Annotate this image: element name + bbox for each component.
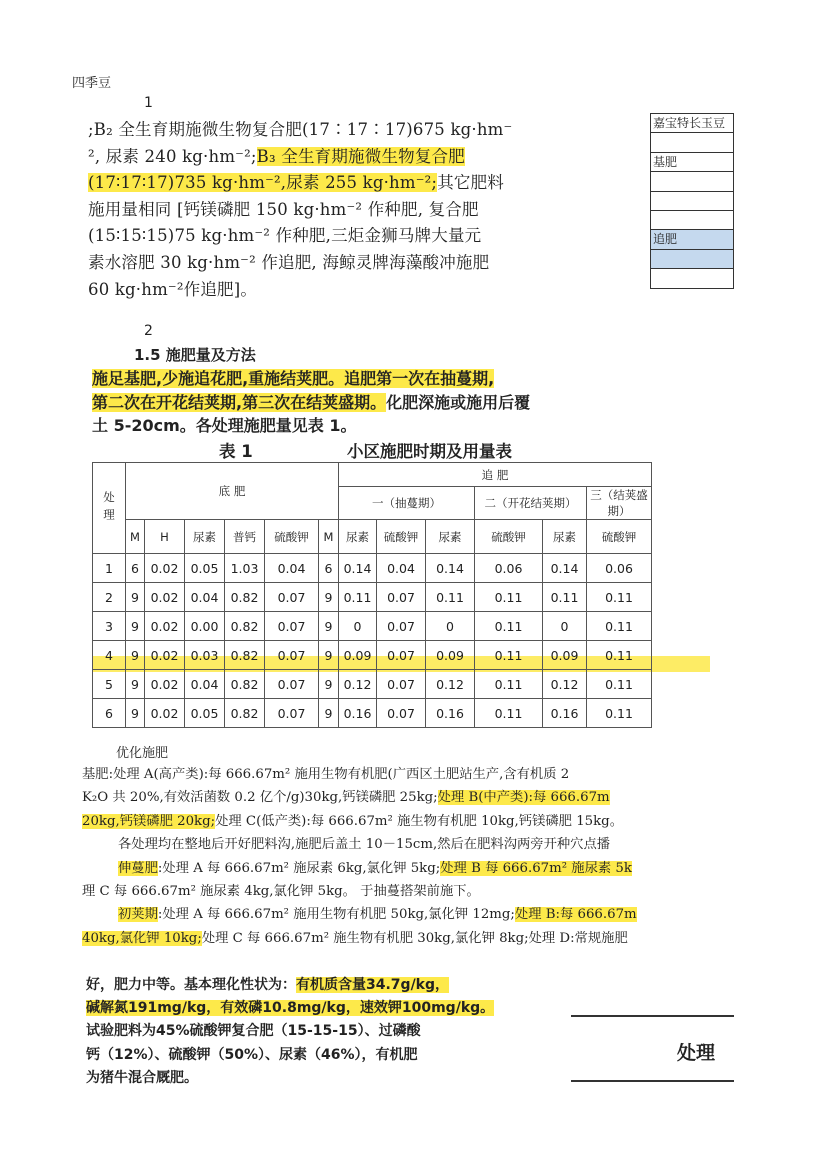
table-cell: 0.02	[145, 583, 185, 612]
para-line: 60 kg·hm⁻²作追肥]。	[88, 279, 258, 299]
para-line: 素水溶肥 30 kg·hm⁻² 作追肥, 海鲸灵牌海藻酸冲施肥	[88, 252, 490, 272]
table-cell: 9	[319, 583, 339, 612]
para-line: ;B₂ 全生育期施微生物复合肥(17∶17∶17)675 kg·hm⁻	[88, 120, 513, 139]
highlighted-text: 有机质含量34.7g/kg，	[296, 977, 450, 993]
table-cell: 0.09	[543, 641, 587, 670]
opt-line: 各处理均在整地后开好肥料沟,施肥后盖土 10－15cm,然后在肥料沟两旁开种穴点播	[118, 837, 611, 853]
section-line: 土 5-20cm。各处理施肥量见表 1。	[92, 416, 357, 435]
table-cell: 0.04	[185, 583, 225, 612]
section-line	[92, 391, 702, 415]
opt-line: 基肥:处理 A(高产类):每 666.67m² 施用生物有机肥(广西区土肥站生产,含有机质 2	[82, 767, 570, 782]
column-header: 硫酸钾	[377, 520, 426, 554]
column-header: H	[145, 520, 185, 554]
grid-cell[interactable]	[650, 133, 734, 152]
grid-cell[interactable]: 追肥	[650, 230, 734, 249]
section-body	[92, 367, 702, 438]
table-cell: 0	[543, 612, 587, 641]
table-row	[93, 670, 652, 699]
column-header: 尿素	[339, 520, 377, 554]
table-cell: 0.07	[377, 670, 426, 699]
table-cell: 0.82	[225, 612, 265, 641]
bot-line: 为猪牛混合厩肥。	[86, 1069, 198, 1086]
table-cell: 0.03	[185, 641, 225, 670]
table-cell: 9	[319, 641, 339, 670]
table-row	[93, 699, 652, 728]
para-text: ², 尿素 240 kg·hm⁻²;	[88, 146, 257, 166]
header-stage-2: 二（开花结荚期）	[475, 487, 587, 520]
grid-cell[interactable]	[650, 250, 734, 269]
side-spreadsheet-fragment	[650, 113, 734, 289]
table-cell: 0.07	[265, 612, 319, 641]
table-row	[93, 554, 652, 583]
header-stage-3: 三（结荚盛期）	[587, 487, 652, 520]
highlighted-text: (17∶17∶17)735 kg·hm⁻²,尿素 255 kg·hm⁻²;	[88, 173, 438, 193]
opt-line	[82, 857, 734, 880]
grid-cell[interactable]	[650, 269, 734, 288]
highlighted-text: 处理 B 每 666.67m² 施尿素 5k	[440, 860, 632, 876]
table-cell: 0.11	[587, 670, 652, 699]
table-cell: 5	[93, 670, 126, 699]
table-cell: 1.03	[225, 554, 265, 583]
header-top-dressing: 追 肥	[339, 463, 652, 487]
table-cell: 0.14	[339, 554, 377, 583]
table-cell: 0.07	[377, 641, 426, 670]
table-cell: 0.04	[185, 670, 225, 699]
opt-line	[82, 786, 734, 809]
table-top-rule	[571, 1015, 734, 1017]
table-row	[93, 612, 652, 641]
table-cell: 0.14	[543, 554, 587, 583]
table-cell: 9	[319, 612, 339, 641]
section-line	[92, 367, 702, 391]
opt-text: :处理 A 每 666.67m² 施用生物有机肥 50kg,氯化钾 12mg;	[157, 907, 515, 923]
table-cell: 0.05	[185, 554, 225, 583]
table-cell: 0.82	[225, 670, 265, 699]
table-cell: 0.07	[265, 699, 319, 728]
section-text: 化肥深施或施用后覆	[386, 392, 531, 412]
section-heading: 1.5 施肥量及方法	[134, 346, 256, 364]
fragment-marker-2: 2	[144, 323, 153, 339]
fertilizer-treatment-paragraph	[88, 117, 608, 303]
para-line	[88, 144, 608, 171]
table-body	[93, 554, 652, 728]
highlighted-text: 施足基肥,少施追花肥,重施结荚肥。追肥第一次在抽蔓期,	[92, 369, 495, 388]
grid-cell[interactable]: 嘉宝特长玉豆	[650, 113, 734, 133]
table-cell: 0.11	[475, 699, 543, 728]
column-header: M	[126, 520, 145, 554]
table-cell: 0.07	[377, 612, 426, 641]
para-text: 其它肥料	[437, 173, 504, 193]
table-cell: 9	[126, 670, 145, 699]
optimized-heading: 优化施肥	[116, 746, 169, 761]
table-cell: 0.11	[587, 583, 652, 612]
grid-cell[interactable]: 基肥	[650, 153, 734, 172]
para-line: 施用量相同 [钙镁磷肥 150 kg·hm⁻² 作种肥, 复合肥	[88, 199, 479, 219]
table-cell: 1	[93, 554, 126, 583]
column-header: 硫酸钾	[475, 520, 543, 554]
table-cell: 0.11	[587, 699, 652, 728]
table-cell: 0.11	[587, 641, 652, 670]
column-header: 硫酸钾	[265, 520, 319, 554]
column-header: 尿素	[543, 520, 587, 554]
opt-text: 处理 C 每 666.67m² 施生物有机肥 30kg,氯化钾 8kg;处理 D:常规施肥	[201, 930, 628, 946]
table-cell: 9	[126, 612, 145, 641]
table-cell: 3	[93, 612, 126, 641]
table-cell: 0.16	[543, 699, 587, 728]
header-treatment: 处理	[93, 463, 126, 554]
grid-cell[interactable]	[650, 172, 734, 191]
treatment-header: 处理	[677, 1042, 716, 1064]
table-cell: 0.12	[339, 670, 377, 699]
table-cell: 0.02	[145, 699, 185, 728]
table-cell: 4	[93, 641, 126, 670]
table-cell: 0.11	[475, 612, 543, 641]
table-cell: 0.11	[543, 583, 587, 612]
column-header: 硫酸钾	[587, 520, 652, 554]
table-cell: 0.11	[475, 670, 543, 699]
table-cell: 0.11	[475, 583, 543, 612]
highlighted-text: 碱解氮191mg/kg，有效磷10.8mg/kg，速效钾100mg/kg。	[86, 1000, 495, 1017]
table-cell: 0.11	[426, 583, 475, 612]
fragment-marker-1: 1	[144, 95, 153, 111]
table-cell: 0.04	[377, 554, 426, 583]
table-cell: 0.07	[377, 583, 426, 612]
table-cell: 0.06	[475, 554, 543, 583]
table-cell: 9	[126, 699, 145, 728]
table-caption-title: 小区施肥时期及用量表	[347, 442, 512, 461]
table-cell: 0.07	[265, 641, 319, 670]
table-cell: 9	[126, 583, 145, 612]
para-line: (15∶15∶15)75 kg·hm⁻² 作种肥,三炬金狮马牌大量元	[88, 226, 482, 246]
opt-line	[82, 810, 734, 833]
table-cell: 2	[93, 583, 126, 612]
header-base-fertilizer: 底 肥	[126, 463, 339, 520]
highlighted-text: 处理 B:每 666.67m	[514, 907, 637, 923]
grid-cell[interactable]	[650, 211, 734, 230]
highlighted-text: 第二次在开花结荚期,第三次在结荚盛期。	[92, 392, 387, 412]
table-bottom-rule	[571, 1080, 734, 1082]
table-cell: 0	[339, 612, 377, 641]
table-cell: 0.07	[265, 583, 319, 612]
table-cell: 0.07	[377, 699, 426, 728]
table-cell: 0.82	[225, 583, 265, 612]
para-line	[88, 170, 608, 197]
table-cell: 0.11	[339, 583, 377, 612]
table-cell: 0.11	[475, 641, 543, 670]
table-cell: 0.06	[587, 554, 652, 583]
opt-line	[82, 927, 734, 950]
table-cell: 0.12	[543, 670, 587, 699]
table-cell: 0.11	[587, 612, 652, 641]
fertilization-table	[92, 462, 652, 728]
highlighted-text: 处理 B(中产类):每 666.67m	[437, 790, 610, 806]
bot-line	[86, 997, 536, 1020]
table-cell: 0.04	[265, 554, 319, 583]
table-row	[93, 641, 652, 670]
highlighted-text: 伸蔓肥	[118, 860, 158, 876]
table-cell: 0.14	[426, 554, 475, 583]
table-cell: 0	[426, 612, 475, 641]
table-cell: 9	[319, 699, 339, 728]
table-cell: 9	[319, 670, 339, 699]
table-cell: 0.16	[339, 699, 377, 728]
table-cell: 6	[126, 554, 145, 583]
table-cell: 0.12	[426, 670, 475, 699]
table-cell: 0.02	[145, 612, 185, 641]
table-cell: 0.16	[426, 699, 475, 728]
opt-text: K₂O 共 20%,有效活菌数 0.2 亿个/g)30kg,钙镁磷肥 25kg;	[82, 790, 438, 806]
column-header: 尿素	[185, 520, 225, 554]
table-cell: 0.09	[426, 641, 475, 670]
highlighted-text: 20kg,钙镁磷肥 20kg;	[82, 813, 216, 829]
bot-line: 试验肥料为45%硫酸钾复合肥（15-15-15）、过磷酸	[86, 1023, 421, 1040]
table-cell: 0.02	[145, 641, 185, 670]
column-header: M	[319, 520, 339, 554]
grid-cell[interactable]	[650, 192, 734, 211]
document-title: 四季豆	[72, 76, 112, 91]
table-cell: 0.82	[225, 699, 265, 728]
table-cell: 6	[319, 554, 339, 583]
bot-line: 钙（12%）、硫酸钾（50%）、尿素（46%），有机肥	[86, 1046, 418, 1063]
table-cell: 0.02	[145, 670, 185, 699]
highlighted-text: 初荚期	[118, 907, 158, 923]
opt-text: :处理 A 每 666.67m² 施尿素 6kg,氯化钾 5kg;	[157, 860, 441, 876]
opt-line: 理 C 每 666.67m² 施尿素 4kg,氯化钾 5kg。 于抽蔓搭架前施下。	[82, 883, 480, 899]
soil-properties-paragraph	[86, 974, 536, 1090]
table-cell: 0.05	[185, 699, 225, 728]
table-cell: 9	[126, 641, 145, 670]
table-cell: 0.07	[265, 670, 319, 699]
table-cell: 0.09	[339, 641, 377, 670]
opt-line	[82, 903, 734, 926]
optimized-body	[82, 763, 734, 950]
opt-text: 处理 C(低产类):每 666.67m² 施生物有机肥 10kg,钙镁磷肥 15kg。	[215, 813, 623, 829]
bot-line	[86, 974, 536, 997]
table-cell: 0.00	[185, 612, 225, 641]
highlighted-text: 40kg,氯化钾 10kg;	[82, 930, 202, 946]
column-header: 尿素	[426, 520, 475, 554]
column-header: 普钙	[225, 520, 265, 554]
table-cell: 0.02	[145, 554, 185, 583]
table-cell: 6	[93, 699, 126, 728]
header-stage-1: 一（抽蔓期）	[339, 487, 475, 520]
table-cell: 0.82	[225, 641, 265, 670]
bot-text: 好，肥力中等。基本理化性状为：	[86, 977, 296, 993]
table-row	[93, 583, 652, 612]
highlighted-text: B₃ 全生育期施微生物复合肥	[256, 146, 465, 166]
table-caption-number: 表 1	[219, 442, 253, 461]
